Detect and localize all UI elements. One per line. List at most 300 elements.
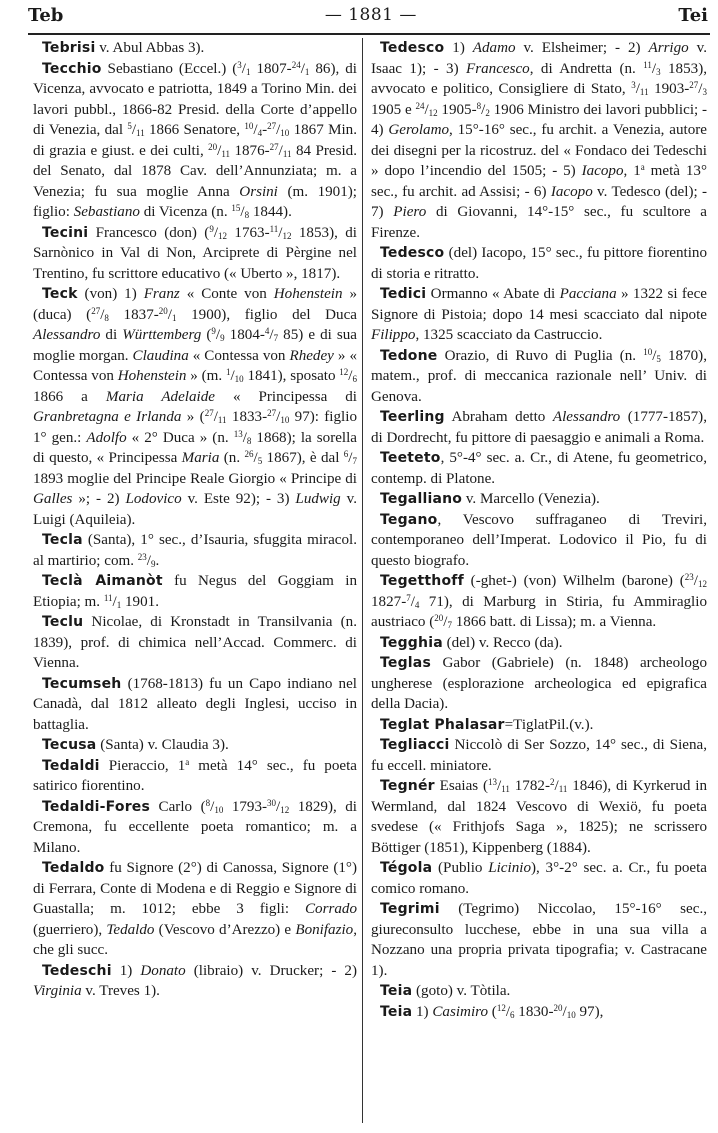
entry-text: 86), di Vicenza, avvocato e patriotta, 1849 a Torino Min. dei lavori pubbl., 1866-82 Presid. della Corte d’appello di Venezia, dal: [33, 60, 357, 138]
entry-text: v. Marcello (Venezia).: [462, 491, 600, 507]
date-subscript: 1: [116, 599, 122, 610]
date-superscript: 10: [643, 346, 653, 357]
dictionary-entry: [371, 981, 707, 1002]
date-superscript: 27: [204, 408, 214, 418]
entry-text: /: [215, 327, 221, 343]
entry-text: (m. 1901); figlio:: [33, 183, 357, 220]
dictionary-entry: [33, 571, 357, 612]
date-superscript: 20: [158, 305, 168, 316]
date-subscript: 10: [566, 1009, 576, 1020]
entry-text: 1837-: [108, 306, 159, 323]
date-subscript: 10: [280, 415, 290, 425]
entry-text: v. Luigi (Aquileia).: [33, 491, 357, 528]
entry-text: 1893 moglie del Principe Reale Giorgio « Principe di: [33, 470, 357, 487]
entry-text: /: [210, 798, 215, 815]
entry-headword: Tegrimi: [380, 901, 440, 917]
date-superscript: 13: [488, 777, 498, 787]
dictionary-entry: [371, 715, 707, 736]
dictionary-entry: [371, 284, 707, 346]
date-superscript: 20: [553, 1002, 563, 1013]
entry-text: 1906 Ministro dei lavori pubblici; - 4): [371, 101, 708, 138]
entry-text: /: [693, 573, 698, 589]
date-subscript: 3: [656, 66, 661, 77]
entry-text: » (: [181, 409, 205, 425]
entry-text: /: [167, 306, 172, 323]
date-subscript: 4: [257, 128, 263, 138]
entry-headword: Tebrisi: [42, 40, 96, 56]
entry-text: /: [241, 60, 246, 77]
italic-text: Granbretagna e Irlanda: [33, 409, 182, 425]
entry-text: v. Elsheimer; - 2): [515, 40, 649, 56]
column-divider: [362, 38, 363, 1123]
entry-text: fu Signore (2°) di Canossa, Signore (1°) di Ferrara, Conte di Modena e di Reggio e Signore di Guastalla; m. 1012; ebbe 3 figli:: [33, 860, 357, 917]
entry-text: /: [652, 347, 657, 364]
entry-text: , Vescovo suffraganeo di Treviri, contemporaneo dell’Imperat. Lodovico il Pio, fu di questo biografo.: [371, 511, 707, 569]
entry-text: » « Contessa von: [33, 347, 357, 384]
dictionary-entry: [371, 1002, 707, 1023]
dictionary-entry: [33, 961, 357, 1002]
entry-headword: Teeteto: [380, 450, 441, 466]
entry-text: di Giovanni, 14°-15° sec., fu scultore a Firenze.: [371, 204, 707, 241]
entry-headword: Teerling: [380, 409, 445, 425]
entry-headword: Tedici: [380, 286, 427, 302]
date-subscript: 9: [151, 558, 156, 569]
entry-text: (: [488, 1003, 497, 1020]
italic-text: Francesco: [466, 60, 530, 77]
date-superscript: 27: [267, 121, 277, 131]
date-subscript: 11: [136, 128, 145, 138]
italic-text: Bonifazio: [295, 921, 354, 938]
entry-text: (del) Iacopo, 15° sec., fu pittore fiorentino di storia e ritratto.: [371, 245, 707, 282]
dictionary-entry: [371, 899, 707, 981]
date-superscript: 30: [267, 797, 277, 808]
entry-text: 1807-: [250, 60, 292, 77]
entry-headword: Tegnér: [380, 778, 435, 794]
entry-text: Carlo (: [150, 798, 206, 815]
italic-text: Galles: [33, 491, 73, 507]
date-subscript: 7: [352, 456, 357, 466]
italic-text: Franz: [143, 286, 180, 302]
date-subscript: 4: [414, 599, 420, 610]
date-subscript: 11: [501, 784, 510, 794]
entry-text: Nicolae, di Kronstadt in Transilvania (n. 1839), prof. di chimica nell’Accad. Commerc. di Vienna.: [33, 614, 357, 671]
entry-text: (: [201, 327, 212, 343]
entry-text: Pieraccio, 1: [99, 757, 186, 774]
entry-text: /: [131, 122, 137, 138]
right-column: [371, 38, 707, 1022]
entry-text: » (duca) (: [33, 286, 357, 323]
dictionary-entry: [33, 38, 357, 59]
entry-text: « Contessa von: [188, 347, 290, 364]
italic-text: Rhedey: [289, 347, 334, 364]
date-superscript: 11: [103, 592, 113, 603]
dictionary-entry: [371, 633, 707, 654]
date-superscript: 24: [291, 59, 301, 70]
entry-text: 1804-: [224, 327, 265, 343]
entry-text: /: [348, 450, 353, 466]
entry-text: =TiglatPil.(v.).: [504, 716, 594, 733]
date-subscript: 1: [304, 66, 310, 77]
dictionary-entry: [371, 243, 707, 284]
entry-text: /: [278, 142, 283, 159]
dictionary-entry: [371, 38, 707, 243]
dictionary-entry: [33, 797, 357, 859]
italic-text: Tedaldo: [106, 921, 155, 938]
entry-headword: Tecusa: [42, 737, 97, 753]
entry-text: » (m.: [186, 368, 226, 384]
entry-headword: Tedeschi: [42, 962, 112, 979]
entry-text: 1): [412, 1003, 433, 1020]
entry-text: (von) 1): [77, 286, 144, 302]
italic-text: Württemberg: [122, 327, 202, 343]
date-subscript: 5: [656, 353, 661, 364]
dictionary-entry: [371, 489, 707, 510]
date-subscript: 10: [234, 374, 244, 384]
italic-text: Licinio: [488, 860, 531, 876]
italic-text: Adolfo: [86, 429, 127, 446]
date-subscript: 1: [245, 66, 251, 77]
dictionary-entry: [33, 858, 357, 961]
entry-text: ), 3°-2° sec. a. Cr., fu poeta comico romano.: [371, 860, 708, 897]
date-subscript: 5: [257, 456, 263, 466]
entry-headword: Teglat Phalasar: [380, 716, 505, 733]
date-superscript: 7: [406, 592, 411, 603]
entry-text: Ormanno « Abate di: [426, 286, 560, 302]
entry-headword: Tegghia: [380, 634, 443, 651]
entry-text: (Vescovo d’Arezzo) e: [154, 921, 296, 938]
entry-text: 1876-: [230, 142, 270, 159]
date-subscript: 1: [171, 312, 177, 323]
entry-text: 1853), di Sarnònico in Val di Non, Arciprete di Pèrgine nel Trentino, fu scrittore educativo (« Uberto », 1817).: [33, 224, 357, 282]
date-superscript: a: [185, 756, 190, 767]
date-superscript: 27: [267, 408, 277, 418]
entry-text: /: [253, 450, 258, 466]
entry-text: , 1: [623, 163, 641, 179]
date-superscript: 8: [205, 797, 211, 808]
entry-text: /: [213, 224, 219, 241]
entry-text: 1901.: [121, 593, 159, 610]
dictionary-entry: [371, 735, 707, 776]
date-superscript: 24: [415, 100, 425, 111]
entry-text: .: [155, 552, 160, 569]
entry-headword: Tegalliano: [380, 491, 463, 507]
date-superscript: 1: [225, 367, 231, 377]
entry-headword: Tedone: [380, 347, 438, 364]
italic-text: Maria: [181, 450, 220, 466]
italic-text: Arrigo: [648, 40, 689, 56]
entry-text: di Vicenza (n.: [139, 204, 232, 220]
entry-headword: Tecumseh: [42, 675, 122, 692]
entry-text: , che gli succ.: [33, 921, 357, 958]
entry-text: /: [481, 101, 486, 118]
entry-text: /: [217, 142, 222, 159]
entry-text: -: [262, 122, 268, 138]
entry-text: /: [443, 614, 448, 630]
entry-text: /: [554, 778, 559, 794]
entry-text: /: [651, 60, 657, 77]
date-superscript: 12: [339, 367, 349, 377]
date-subscript: 10: [214, 804, 224, 815]
date-superscript: 23: [684, 572, 694, 582]
date-superscript: 3: [631, 80, 636, 90]
entry-text: , 5°-4° sec. a. Cr., di Atene, fu geometrico, contemp. di Platone.: [371, 450, 707, 487]
entry-text: 1866 Senatore,: [144, 122, 245, 138]
date-subscript: 11: [639, 87, 649, 97]
date-subscript: 11: [282, 148, 292, 159]
entry-text: /: [213, 409, 218, 425]
date-subscript: 12: [280, 804, 290, 815]
entry-text: 1833-: [226, 409, 268, 425]
entry-text: metà 14° sec., fu poeta satirico fiorentino.: [33, 757, 357, 794]
italic-text: Maria Adelaide: [105, 388, 215, 405]
entry-text: 1905 e: [371, 101, 416, 118]
entry-text: 84 Presid. del Senato, dal 1878 Cav. dell’Annunziata; m. a Venezia; fu sua moglie Anna: [33, 142, 357, 200]
entry-text: « Principessa di: [214, 388, 357, 405]
entry-text: « Conte von: [179, 286, 274, 302]
entry-text: 85) e di sua moglie morgan.: [33, 327, 358, 364]
date-superscript: 27: [689, 80, 699, 90]
entry-text: 1793-: [223, 798, 268, 815]
header-right-guideword: Tei: [678, 4, 708, 26]
entry-text: (Tegrimo) Niccolao, 15°-16° sec., giureconsulto lucchese, ebbe in una sua villa a Nozzano una propria privata tipografia; v. Castracane 1).: [371, 901, 707, 979]
entry-text: 1900), figlio del Duca: [176, 306, 357, 323]
entry-text: v. Isaac 1); - 3): [371, 40, 707, 77]
date-superscript: 10: [244, 121, 254, 131]
entry-text: Abraham detto: [444, 409, 553, 425]
dictionary-entry: [371, 346, 707, 408]
entry-text: (1768-1813) fu un Capo indiano nel Canadà, dal 1812 alleato degli Inglesi, ucciso in battaglia.: [33, 675, 357, 733]
italic-text: Casimiro: [432, 1003, 488, 1020]
italic-text: Iacopo: [581, 163, 624, 179]
entry-text: 1827-: [371, 593, 407, 610]
header-rule: [28, 33, 710, 35]
entry-text: 1905-: [437, 101, 477, 118]
entry-text: (Santa), 1° sec., d’Isauria, sfuggita miracol. al martirio; com.: [33, 532, 357, 569]
date-subscript: 8: [104, 312, 109, 323]
date-subscript: 10: [280, 128, 290, 138]
dictionary-entry: [371, 858, 707, 899]
entry-text: (goto) v. Tòtila.: [412, 983, 511, 999]
entry-text: , 15°-16° sec., fu archit. a Venezia, autore dei disegni per la ricostruz. del « Fondaco dei Tedeschi » dopo l’incendio del 1505; - 5): [371, 122, 707, 179]
date-subscript: 6: [352, 374, 357, 384]
entry-text: 97): figlio 1° gen.:: [33, 409, 357, 446]
entry-text: , di Andretta (n.: [529, 60, 644, 77]
left-column: [33, 38, 357, 1002]
entry-text: 1866 batt. di Lissa); m. a Vienna.: [451, 614, 657, 630]
dictionary-entry: [371, 571, 707, 633]
entry-text: metà 13° sec., fu archit. ad Assisi; - 6): [371, 163, 707, 200]
entry-text: 1): [444, 40, 473, 56]
date-superscript: a: [640, 162, 645, 172]
entry-text: /: [253, 122, 258, 138]
date-subscript: 3: [702, 87, 707, 97]
italic-text: Gerolamo: [388, 122, 450, 138]
entry-text: (Santa) v. Claudia 3).: [96, 737, 229, 753]
header-left-guideword: Teb: [28, 4, 64, 26]
date-superscript: 4: [264, 326, 270, 336]
entry-text: 1853), avvocato e politico, Consigliere di Stato,: [371, 60, 707, 97]
dictionary-entry: [33, 735, 357, 756]
entry-text: v. Este 92); - 3): [181, 491, 296, 507]
italic-text: Alessandro: [552, 409, 621, 425]
date-subscript: 8: [246, 435, 252, 446]
date-superscript: 8: [476, 100, 482, 111]
date-subscript: 11: [217, 415, 227, 425]
italic-text: Sebastiano: [73, 204, 140, 220]
date-subscript: 8: [244, 210, 250, 220]
entry-text: 1829), di Cremona, fu eccellente poeta romantico; m. a Milano.: [33, 798, 357, 856]
entry-headword: Tedesco: [380, 40, 445, 56]
entry-text: /: [242, 429, 247, 446]
entry-headword: Teglas: [380, 655, 431, 671]
entry-text: Orazio, di Ruvo di Puglia (n.: [437, 347, 644, 364]
date-subscript: 12: [698, 579, 707, 589]
entry-text: 1830-: [514, 1003, 554, 1020]
italic-text: Corrado: [304, 901, 357, 917]
entry-text: /: [146, 552, 151, 569]
italic-text: Claudina: [132, 347, 189, 364]
date-subscript: 9: [220, 333, 225, 343]
entry-text: Sebastiano (Eccel.) (: [101, 60, 238, 77]
entry-text: /: [276, 122, 281, 138]
date-superscript: 5: [127, 121, 132, 131]
entry-text: » 1322 si fece Signore di Pistoia; dopo 14 mesi scacciato dal nipote: [371, 286, 707, 323]
italic-text: Virginia: [33, 983, 82, 999]
dictionary-entry: [371, 510, 707, 572]
entry-headword: Teia: [380, 983, 413, 999]
date-subscript: 2: [485, 107, 490, 118]
date-superscript: 20: [434, 613, 444, 623]
entry-headword: Teia: [380, 1003, 413, 1020]
date-superscript: 2: [549, 777, 555, 787]
entry-headword: Tecini: [42, 224, 89, 241]
entry-text: /: [230, 368, 235, 384]
entry-text: (guerriero),: [33, 921, 107, 938]
date-superscript: 9: [209, 223, 214, 234]
entry-text: v. Treves 1).: [81, 983, 160, 999]
entry-text: 1870), matem., prof. di meccanica razionale nell’ Univ. di Genova.: [371, 347, 707, 405]
date-superscript: 11: [643, 59, 652, 70]
date-superscript: 27: [269, 141, 279, 152]
entry-headword: Tégola: [380, 860, 433, 876]
date-subscript: 7: [273, 333, 279, 343]
entry-text: /: [497, 778, 502, 794]
date-subscript: 11: [558, 784, 568, 794]
italic-text: Piero: [393, 204, 427, 220]
date-superscript: 15: [231, 203, 241, 213]
entry-text: 1846), di Kyrkerud in Wermland, dal 1824 Vescovo di Wexiö, fu poeta svedese (« Frithjofs Saga », 1825); ne scrissero Böttiger (1851), Kippenberg (1884).: [371, 778, 708, 856]
dictionary-entry: [33, 59, 357, 223]
entry-headword: Teclà Aimanòt: [42, 573, 163, 589]
entry-text: 1867), è dal: [262, 450, 344, 466]
date-superscript: 13: [233, 428, 243, 439]
italic-text: Donato: [140, 962, 186, 979]
date-superscript: 11: [269, 223, 279, 234]
date-subscript: 7: [447, 620, 452, 630]
entry-text: /: [635, 81, 640, 97]
entry-text: Gabor (Gabriele) (n. 1848) archeologo ungherese (esplorazione archeologica ed epigrafica della Dacia).: [371, 655, 707, 712]
entry-text: , 1325 scacciato da Castruccio.: [415, 327, 603, 343]
entry-text: (libraio) v. Drucker; - 2): [185, 962, 357, 979]
italic-text: Ludwig: [295, 491, 341, 507]
entry-headword: Tegano: [380, 511, 438, 528]
entry-headword: Tedaldi-Fores: [42, 798, 151, 815]
entry-headword: Tegetthoff: [380, 573, 464, 589]
date-subscript: 12: [282, 230, 292, 241]
entry-headword: Teck: [42, 286, 78, 302]
entry-text: 1841), sposato: [243, 368, 340, 384]
date-superscript: 27: [91, 305, 101, 316]
header-page-number: — 1881 —: [324, 5, 417, 25]
entry-text: 1868); la sorella di questo, « Principessa: [33, 429, 358, 466]
entry-text: v. Abul Abbas 3).: [95, 40, 205, 56]
entry-text: « 2° Duca » (n.: [126, 429, 234, 446]
entry-text: 1763-: [227, 224, 270, 241]
entry-text: di: [100, 327, 123, 343]
italic-text: Iacopo: [550, 183, 593, 200]
entry-text: (1777-1857), di Dordrecht, fu pittore di paesaggio e animali a Roma.: [371, 409, 707, 446]
entry-text: /: [100, 306, 105, 323]
entry-text: 1867 Min. di grazia e giust. e dei culti,: [33, 122, 358, 159]
entry-text: 97),: [575, 1003, 604, 1020]
entry-text: v. Tedesco (del); - 7): [371, 183, 708, 220]
dictionary-entry: [371, 407, 707, 448]
entry-text: fu Negus del Goggiam in Etiopia; m.: [33, 573, 357, 610]
entry-text: /: [348, 368, 353, 384]
entry-text: »; - 2): [72, 491, 126, 507]
italic-text: Hohenstein: [273, 286, 343, 302]
date-superscript: 20: [208, 141, 218, 152]
entry-headword: Tegliacci: [380, 737, 450, 753]
entry-text: /: [698, 81, 703, 97]
entry-headword: Tedaldo: [42, 860, 105, 876]
italic-text: Orsini: [239, 183, 278, 200]
entry-headword: Tedesco: [380, 245, 445, 261]
date-superscript: 26: [244, 449, 254, 459]
dictionary-entry: [33, 530, 357, 571]
entry-text: 1): [111, 962, 141, 979]
dictionary-entry: [371, 776, 707, 858]
page-header: [28, 4, 708, 26]
italic-text: Alessandro: [33, 327, 101, 343]
entry-text: (n.: [219, 450, 245, 466]
date-superscript: 23: [137, 551, 147, 562]
entry-text: 1866 a: [33, 388, 106, 405]
dictionary-entry: [33, 612, 357, 674]
dictionary-entry: [371, 448, 707, 489]
date-superscript: 3: [237, 59, 242, 70]
dictionary-entry: [33, 284, 357, 530]
entry-text: 71), di Marburg in Stiria, fu Ammiraglio austriaco (: [371, 593, 707, 630]
date-superscript: 6: [343, 449, 349, 459]
entry-text: Francesco (don) (: [88, 224, 210, 241]
entry-text: /: [276, 409, 281, 425]
date-subscript: 6: [510, 1009, 515, 1020]
entry-text: /: [562, 1003, 567, 1020]
dictionary-entry: [371, 653, 707, 715]
entry-text: /: [505, 1003, 511, 1020]
date-subscript: 12: [218, 230, 228, 241]
entry-text: 1782-: [509, 778, 550, 794]
dictionary-entry: [33, 674, 357, 736]
italic-text: Lodovico: [125, 491, 182, 507]
italic-text: Filippo: [371, 327, 416, 343]
entry-text: Niccolò di Ser Sozzo, 14° sec., di Siena, fu eccell. miniatore.: [371, 737, 707, 774]
entry-text: /: [276, 798, 281, 815]
italic-text: Pacciana: [559, 286, 617, 302]
entry-text: /: [240, 204, 245, 220]
entry-text: /: [410, 593, 415, 610]
